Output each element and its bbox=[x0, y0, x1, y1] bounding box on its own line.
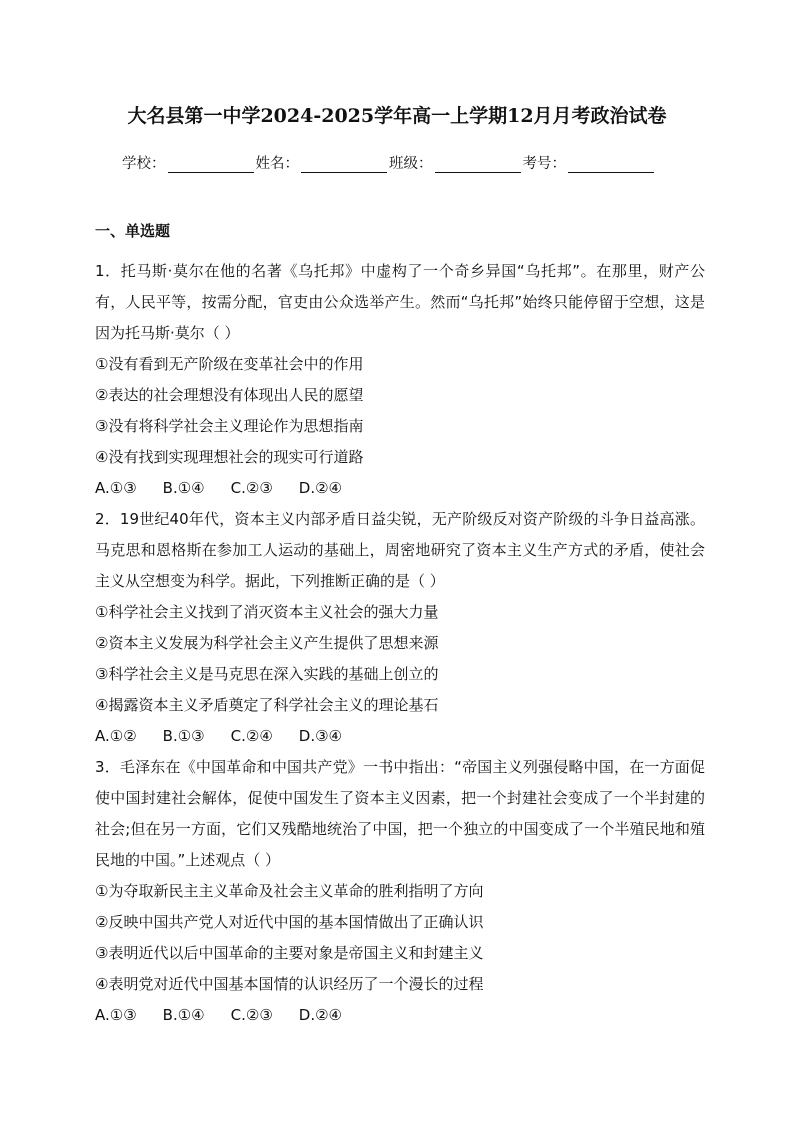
class-field bbox=[389, 152, 523, 173]
school-label: 学校： bbox=[122, 156, 166, 172]
school-blank[interactable] bbox=[168, 156, 254, 173]
student-info-row bbox=[122, 152, 682, 173]
answer-choice-a[interactable]: A.①③ bbox=[95, 479, 137, 497]
question-stem: 1．托马斯·莫尔在他的名著《乌托邦》中虚构了一个奇乡异国“乌托邦”。在那里，财产公有，人民平等，按需分配，官吏由公众选举产生。然而“乌托邦”始终只能停留于空想，这是因为托马斯·莫尔（ ） bbox=[95, 262, 705, 342]
school-field bbox=[122, 152, 256, 173]
statement-option: ④揭露资本主义矛盾奠定了科学社会主义的理论基石 bbox=[95, 696, 439, 714]
questions-content bbox=[95, 256, 705, 1031]
statement-option: ②反映中国共产党人对近代中国的基本国情做出了正确认识 bbox=[95, 913, 484, 931]
answer-choices bbox=[95, 1000, 705, 1031]
answer-choice-d[interactable]: D.③④ bbox=[298, 727, 342, 745]
answer-choice-d[interactable]: D.②④ bbox=[298, 1006, 342, 1024]
statement-option: ④表明党对近代中国基本国情的认识经历了一个漫长的过程 bbox=[95, 975, 484, 993]
name-blank[interactable] bbox=[301, 156, 387, 173]
class-blank[interactable] bbox=[435, 156, 521, 173]
section-heading: 一、单选题 bbox=[95, 222, 171, 240]
exam-number-field bbox=[523, 152, 657, 173]
name-label: 姓名： bbox=[255, 156, 299, 172]
statement-option: ①科学社会主义找到了消灭资本主义社会的强大力量 bbox=[95, 603, 439, 621]
answer-choice-d[interactable]: D.②④ bbox=[298, 479, 342, 497]
statement-option: ①没有看到无产阶级在变革社会中的作用 bbox=[95, 355, 364, 373]
class-label: 班级： bbox=[389, 156, 433, 172]
statement-option: ①为夺取新民主主义革命及社会主义革命的胜利指明了方向 bbox=[95, 882, 484, 900]
statement-option: ②资本主义发展为科学社会主义产生提供了思想来源 bbox=[95, 634, 439, 652]
question-1 bbox=[95, 256, 705, 504]
statement-option: ③科学社会主义是马克思在深入实践的基础上创立的 bbox=[95, 665, 439, 683]
statement-option: ②表达的社会理想没有体现出人民的愿望 bbox=[95, 386, 364, 404]
statement-option: ④没有找到实现理想社会的现实可行道路 bbox=[95, 448, 364, 466]
exam-number-blank[interactable] bbox=[568, 156, 654, 173]
answer-choice-c[interactable]: C.②④ bbox=[230, 727, 273, 745]
statement-option: ③表明近代以后中国革命的主要对象是帝国主义和封建主义 bbox=[95, 944, 484, 962]
question-stem: 2．19世纪40年代，资本主义内部矛盾日益尖锐，无产阶级反对资产阶级的斗争日益高涨。马克思和恩格斯在参加工人运动的基础上，周密地研究了资本主义生产方式的矛盾，使社会主义从空想变为科学。据此，下列推断正确的是（ ） bbox=[95, 510, 705, 590]
answer-choice-b[interactable]: B.①④ bbox=[162, 1006, 205, 1024]
answer-choices bbox=[95, 473, 705, 504]
answer-choice-b[interactable]: B.①③ bbox=[162, 727, 205, 745]
question-3 bbox=[95, 752, 705, 1031]
answer-choice-c[interactable]: C.②③ bbox=[230, 479, 273, 497]
statement-option: ③没有将科学社会主义理论作为思想指南 bbox=[95, 417, 364, 435]
answer-choice-a[interactable]: A.①② bbox=[95, 727, 137, 745]
question-stem: 3．毛泽东在《中国革命和中国共产党》一书中指出：“帝国主义列强侵略中国，在一方面促使中国封建社会解体，促使中国发生了资本主义因素，把一个封建社会变成了一个半封建的社会;但在另一方面，它们又残酷地统治了中国，把一个独立的中国变成了一个半殖民地和殖民地的中国。”上述观点（ ） bbox=[95, 758, 705, 869]
answer-choice-c[interactable]: C.②③ bbox=[230, 1006, 273, 1024]
answer-choices bbox=[95, 721, 705, 752]
exam-title: 大名县第一中学2024-2025学年高一上学期12月月考政治试卷 bbox=[127, 105, 667, 127]
name-field bbox=[256, 152, 390, 173]
exam-number-label: 考号： bbox=[522, 156, 566, 172]
answer-choice-b[interactable]: B.①④ bbox=[162, 479, 205, 497]
answer-choice-a[interactable]: A.①③ bbox=[95, 1006, 137, 1024]
question-2 bbox=[95, 504, 705, 752]
